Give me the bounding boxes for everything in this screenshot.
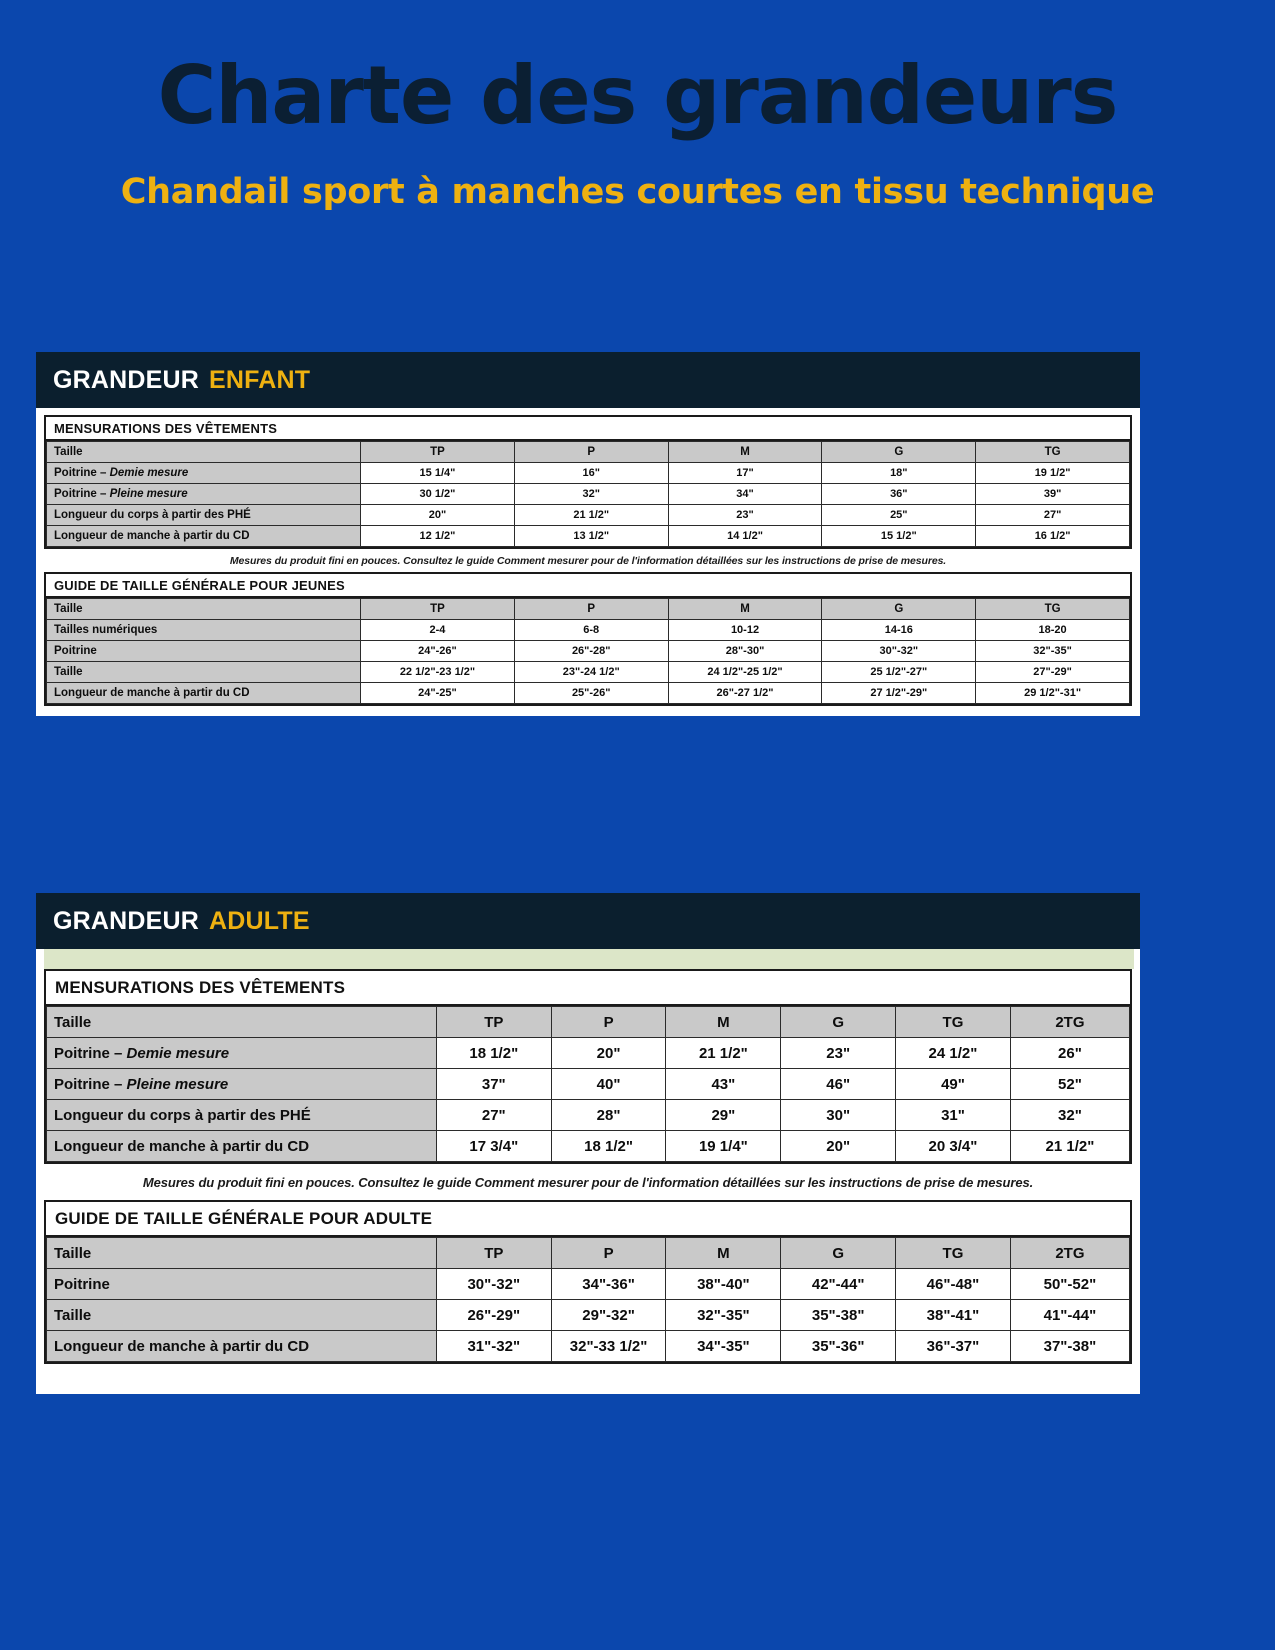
cell-value: 35"-38" <box>781 1300 896 1331</box>
cell-value: 38"-41" <box>896 1300 1011 1331</box>
cell-value: 26"-27 1/2" <box>668 683 822 704</box>
table-row <box>47 484 1130 505</box>
cell-value: 52" <box>1010 1069 1129 1100</box>
column-header: P <box>514 442 668 463</box>
table-row <box>47 620 1130 641</box>
section-enfant-header-accent: ENFANT <box>209 365 311 394</box>
cell-value: 31" <box>896 1100 1011 1131</box>
cell-value: 26" <box>1010 1038 1129 1069</box>
cell-value: 32"-33 1/2" <box>551 1331 666 1362</box>
column-header: G <box>822 599 976 620</box>
row-label: Poitrine – Pleine mesure <box>47 484 361 505</box>
cell-value: 14-16 <box>822 620 976 641</box>
table-row <box>47 1331 1130 1362</box>
column-header: M <box>668 599 822 620</box>
column-header: TP <box>436 1007 551 1038</box>
cell-value: 25"-26" <box>514 683 668 704</box>
cell-value: 38"-40" <box>666 1269 781 1300</box>
cell-value: 30"-32" <box>822 641 976 662</box>
cell-value: 34"-36" <box>551 1269 666 1300</box>
cell-value: 34" <box>668 484 822 505</box>
table-row <box>47 1300 1130 1331</box>
table-row <box>47 463 1130 484</box>
table-row <box>47 683 1130 704</box>
table-row <box>47 641 1130 662</box>
cell-value: 46" <box>781 1069 896 1100</box>
page-title: Charte des grandeurs <box>157 49 1118 142</box>
row-label: Tailles numériques <box>47 620 361 641</box>
cell-value: 20" <box>361 505 515 526</box>
cell-value: 28" <box>551 1100 666 1131</box>
cell-value: 12 1/2" <box>361 526 515 547</box>
cell-value: 36"-37" <box>896 1331 1011 1362</box>
cell-value: 37"-38" <box>1010 1331 1129 1362</box>
table-row <box>47 1069 1130 1100</box>
row-label: Longueur du corps à partir des PHÉ <box>47 505 361 526</box>
cell-value: 21 1/2" <box>1010 1131 1129 1162</box>
row-label: Longueur de manche à partir du CD <box>47 683 361 704</box>
page-subtitle: Chandail sport à manches courtes en tissu technique <box>120 172 1155 212</box>
row-label: Taille <box>47 662 361 683</box>
cell-value: 36" <box>822 484 976 505</box>
column-header: 2TG <box>1010 1238 1129 1269</box>
cell-value: 37" <box>436 1069 551 1100</box>
row-label: Poitrine – Demie mesure <box>47 463 361 484</box>
cell-value: 41"-44" <box>1010 1300 1129 1331</box>
enfant-garment-measurements-block <box>44 415 1132 549</box>
cell-value: 28"-30" <box>668 641 822 662</box>
cell-value: 27"-29" <box>976 662 1130 683</box>
column-header: P <box>514 599 668 620</box>
column-header: TG <box>976 599 1130 620</box>
cell-value: 20" <box>551 1038 666 1069</box>
cell-value: 25" <box>822 505 976 526</box>
enfant-measurement-note: Mesures du produit fini en pouces. Consultez le guide Comment mesurer pour de l'information détaillées sur les instructions de prise de mesures. <box>44 549 1132 572</box>
cell-value: 18" <box>822 463 976 484</box>
section-adulte-header-label: GRANDEUR <box>53 906 200 935</box>
section-adulte-header <box>36 893 1140 949</box>
cell-value: 23"-24 1/2" <box>514 662 668 683</box>
cell-value: 24"-26" <box>361 641 515 662</box>
column-header: Taille <box>47 442 361 463</box>
section-enfant-body <box>36 408 1140 716</box>
table-row <box>47 1038 1130 1069</box>
cell-value: 31"-32" <box>436 1331 551 1362</box>
section-adulte-body <box>36 949 1140 1394</box>
cell-value: 21 1/2" <box>514 505 668 526</box>
row-label: Poitrine – Pleine mesure <box>47 1069 437 1100</box>
cell-value: 2-4 <box>361 620 515 641</box>
column-header: M <box>668 442 822 463</box>
cell-value: 27" <box>436 1100 551 1131</box>
cell-value: 40" <box>551 1069 666 1100</box>
cell-value: 50"-52" <box>1010 1269 1129 1300</box>
cell-value: 43" <box>666 1069 781 1100</box>
cell-value: 29 1/2"-31" <box>976 683 1130 704</box>
table-row <box>47 1269 1130 1300</box>
cell-value: 6-8 <box>514 620 668 641</box>
cell-value: 27 1/2"-29" <box>822 683 976 704</box>
cell-value: 29" <box>666 1100 781 1131</box>
table-header-row <box>47 442 1130 463</box>
section-adulte <box>36 893 1140 1394</box>
row-label: Poitrine <box>47 641 361 662</box>
column-header: P <box>551 1238 666 1269</box>
table-row <box>47 662 1130 683</box>
cell-value: 20 3/4" <box>896 1131 1011 1162</box>
cell-value: 26"-28" <box>514 641 668 662</box>
page-header <box>0 0 1275 212</box>
column-header: Taille <box>47 1007 437 1038</box>
enfant-garment-measurements-caption: MENSURATIONS DES VÊTEMENTS <box>46 417 1130 441</box>
cell-value: 39" <box>976 484 1130 505</box>
cell-value: 15 1/2" <box>822 526 976 547</box>
cell-value: 26"-29" <box>436 1300 551 1331</box>
cell-value: 15 1/4" <box>361 463 515 484</box>
cell-value: 22 1/2"-23 1/2" <box>361 662 515 683</box>
row-label: Longueur de manche à partir du CD <box>47 526 361 547</box>
cell-value: 32"-35" <box>976 641 1130 662</box>
cell-value: 19 1/4" <box>666 1131 781 1162</box>
cell-value: 46"-48" <box>896 1269 1011 1300</box>
cell-value: 30" <box>781 1100 896 1131</box>
cell-value: 25 1/2"-27" <box>822 662 976 683</box>
cell-value: 14 1/2" <box>668 526 822 547</box>
column-header: TP <box>436 1238 551 1269</box>
cell-value: 24 1/2"-25 1/2" <box>668 662 822 683</box>
column-header: G <box>781 1238 896 1269</box>
cell-value: 34"-35" <box>666 1331 781 1362</box>
adulte-garment-measurements-table <box>46 1006 1130 1162</box>
cell-value: 29"-32" <box>551 1300 666 1331</box>
cell-value: 23" <box>781 1038 896 1069</box>
cell-value: 32"-35" <box>666 1300 781 1331</box>
decorative-green-strip <box>44 949 1134 969</box>
column-header: G <box>822 442 976 463</box>
cell-value: 30"-32" <box>436 1269 551 1300</box>
adulte-garment-measurements-caption: MENSURATIONS DES VÊTEMENTS <box>46 971 1130 1006</box>
enfant-general-size-guide-caption: GUIDE DE TAILLE GÉNÉRALE POUR JEUNES <box>46 574 1130 598</box>
row-label: Longueur de manche à partir du CD <box>47 1331 437 1362</box>
cell-value: 18-20 <box>976 620 1130 641</box>
table-row <box>47 1131 1130 1162</box>
column-header: 2TG <box>1010 1007 1129 1038</box>
cell-value: 17 3/4" <box>436 1131 551 1162</box>
table-header-row <box>47 1007 1130 1038</box>
cell-value: 16 1/2" <box>976 526 1130 547</box>
column-header: G <box>781 1007 896 1038</box>
cell-value: 23" <box>668 505 822 526</box>
cell-value: 32" <box>514 484 668 505</box>
enfant-general-size-guide-block <box>44 572 1132 706</box>
cell-value: 18 1/2" <box>551 1131 666 1162</box>
column-header: M <box>666 1238 781 1269</box>
table-row <box>47 526 1130 547</box>
cell-value: 24"-25" <box>361 683 515 704</box>
table-header-row <box>47 599 1130 620</box>
cell-value: 19 1/2" <box>976 463 1130 484</box>
section-enfant-header-label: GRANDEUR <box>53 365 200 394</box>
row-label: Poitrine <box>47 1269 437 1300</box>
cell-value: 35"-36" <box>781 1331 896 1362</box>
column-header: TG <box>896 1007 1011 1038</box>
adulte-measurement-note: Mesures du produit fini en pouces. Consultez le guide Comment mesurer pour de l'information détaillées sur les instructions de prise de mesures. <box>36 1164 1140 1200</box>
adulte-general-size-guide-caption: GUIDE DE TAILLE GÉNÉRALE POUR ADULTE <box>46 1202 1130 1237</box>
column-header: Taille <box>47 599 361 620</box>
enfant-garment-measurements-table <box>46 441 1130 547</box>
section-enfant-header <box>36 352 1140 408</box>
cell-value: 17" <box>668 463 822 484</box>
enfant-general-size-guide-table <box>46 598 1130 704</box>
cell-value: 13 1/2" <box>514 526 668 547</box>
column-header: TG <box>976 442 1130 463</box>
column-header: P <box>551 1007 666 1038</box>
column-header: Taille <box>47 1238 437 1269</box>
row-label: Poitrine – Demie mesure <box>47 1038 437 1069</box>
adulte-garment-measurements-block <box>44 969 1132 1164</box>
column-header: M <box>666 1007 781 1038</box>
adulte-general-size-guide-table <box>46 1237 1130 1362</box>
cell-value: 24 1/2" <box>896 1038 1011 1069</box>
column-header: TP <box>361 442 515 463</box>
cell-value: 16" <box>514 463 668 484</box>
section-enfant <box>36 352 1140 716</box>
cell-value: 10-12 <box>668 620 822 641</box>
adulte-general-size-guide-block <box>44 1200 1132 1364</box>
column-header: TP <box>361 599 515 620</box>
row-label: Taille <box>47 1300 437 1331</box>
cell-value: 30 1/2" <box>361 484 515 505</box>
row-label: Longueur du corps à partir des PHÉ <box>47 1100 437 1131</box>
cell-value: 20" <box>781 1131 896 1162</box>
cell-value: 18 1/2" <box>436 1038 551 1069</box>
table-row <box>47 505 1130 526</box>
table-header-row <box>47 1238 1130 1269</box>
table-row <box>47 1100 1130 1131</box>
column-header: TG <box>896 1238 1011 1269</box>
cell-value: 32" <box>1010 1100 1129 1131</box>
cell-value: 42"-44" <box>781 1269 896 1300</box>
cell-value: 49" <box>896 1069 1011 1100</box>
cell-value: 21 1/2" <box>666 1038 781 1069</box>
row-label: Longueur de manche à partir du CD <box>47 1131 437 1162</box>
cell-value: 27" <box>976 505 1130 526</box>
section-adulte-header-accent: ADULTE <box>209 906 310 935</box>
